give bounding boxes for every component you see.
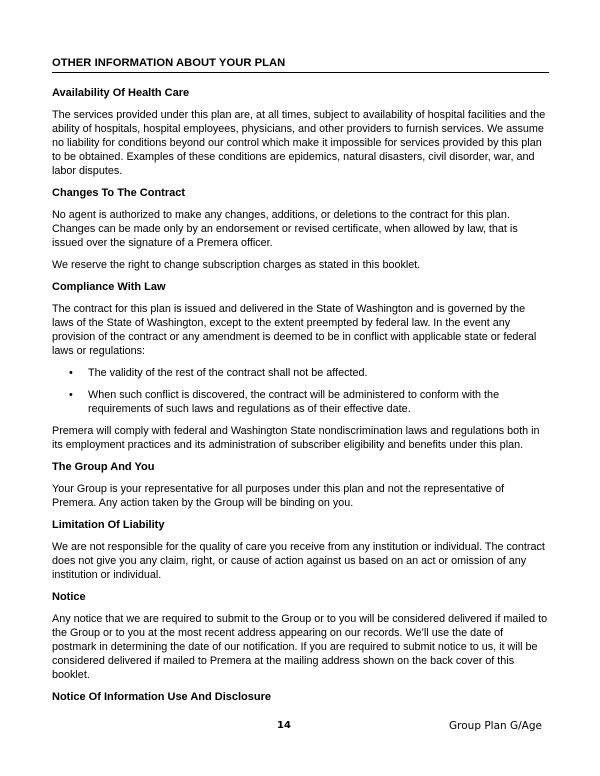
paragraph-changes-1: No agent is authorized to make any changes, additions, or deletions to the contract for this plan. Changes can be made only by an endorsement or revised certificate, when allowed by law, that is issued over the signature of a Premera officer. [52, 209, 518, 249]
list-item-text: The validity of the rest of the contract shall not be affected. [88, 367, 368, 379]
list-item [52, 388, 549, 416]
paragraph-group: Your Group is your representative for all purposes under this plan and not the representative of Premera. Any action taken by the Group will be binding on you. [52, 483, 505, 509]
paragraph-availability: The services provided under this plan are, at all times, subject to availability of hospital facilities and the ability of hospitals, hospital employees, physicians, and other providers to furnish services. We assume no liability for conditions beyond our control which make it impossible for services provided by this plan to be obtained. Examples of these conditions are epidemics, natural disasters, civil disorder, war, and labor disputes. [52, 109, 546, 177]
paragraph-changes-2: We reserve the right to change subscription charges as stated in this booklet. [52, 259, 421, 271]
paragraph-compliance-after: Premera will comply with federal and Washington State nondiscrimination laws and regulations both in its employment practices and its administration of subscriber eligibility and benefits under this plan. [52, 425, 540, 451]
page-title: OTHER INFORMATION ABOUT YOUR PLAN [52, 57, 549, 73]
page-number: 14 [277, 720, 291, 731]
paragraph-notice: Any notice that we are required to submit to the Group or to you will be considered delivered if mailed to the Group or to you at the most recent address appearing on our records. We’ll use the date of postmark in determining the date of our notification. If you are required to submit notice to us, it will be considered delivered if mailed to Premera at the mailing address shown on the back cover of this booklet. [52, 613, 548, 681]
heading-group: The Group And You [52, 461, 155, 473]
heading-notice: Notice [52, 591, 86, 603]
plan-label: Group Plan G/Age [449, 720, 542, 732]
paragraph-liability: We are not responsible for the quality of care you receive from any institution or individual. The contract does not give you any claim, right, or cause of action against us based on an act or omission of any institution or individual. [52, 541, 545, 581]
heading-information-use: Notice Of Information Use And Disclosure [52, 691, 272, 703]
paragraph-compliance: The contract for this plan is issued and delivered in the State of Washington and is governed by the laws of the State of Washington, except to the extent preempted by federal law. In the event any provision of the contract or any amendment is deemed to be in conflict with applicable state or federal laws or regulations: [52, 303, 537, 357]
content-flow [52, 86, 549, 712]
list-item [52, 366, 549, 380]
heading-changes: Changes To The Contract [52, 187, 186, 199]
heading-compliance: Compliance With Law [52, 281, 166, 293]
bullet-icon: • [69, 389, 73, 401]
bullet-icon: • [69, 367, 73, 379]
list-item-text: When such conflict is discovered, the contract will be administered to conform with the requirements of such laws and regulations as of their effective date. [88, 389, 500, 415]
heading-liability: Limitation Of Liability [52, 519, 165, 531]
heading-availability: Availability Of Health Care [52, 87, 190, 99]
compliance-bullet-list [52, 366, 549, 416]
